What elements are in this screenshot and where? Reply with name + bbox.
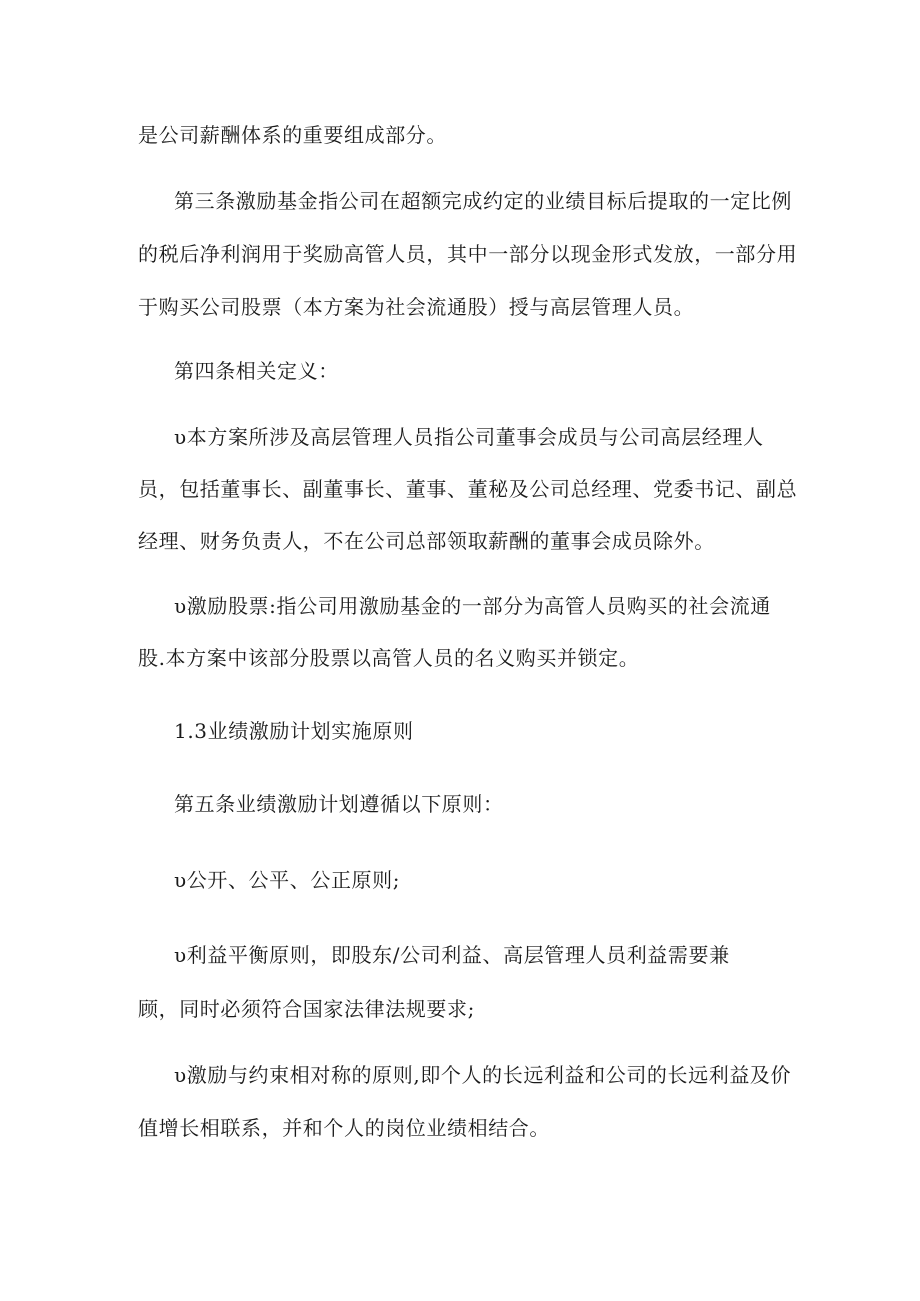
text-line-1: 是公司薪酬体系的重要组成部分。	[138, 123, 447, 147]
definition-1-line-3: 经理、财务负责人，不在公司总部领取薪酬的董事会成员除外。	[138, 529, 715, 553]
article-3-line-2: 的税后净利润用于奖励高管人员，其中一部分以现金形式发放，一部分用	[138, 242, 798, 266]
article-3-line-3: 于购买公司股票（本方案为社会流通股）授与高层管理人员。	[138, 295, 695, 319]
principle-3-line-2: 值增长相联系，并和个人的岗位业绩相结合。	[138, 1116, 550, 1140]
principle-2-line-1: υ利益平衡原则，即股东/公司利益、高层管理人员利益需要兼	[174, 943, 730, 967]
definition-2-line-2: 股.本方案中该部分股票以高管人员的名义购买并锁定。	[138, 646, 640, 670]
principle-3-line-1: υ激励与约束相对称的原则,即个人的长远利益和公司的长远利益及价	[174, 1063, 792, 1087]
article-4-heading: 第四条相关定义：	[174, 359, 339, 383]
principle-2-line-2: 顾，同时必须符合国家法律法规要求;	[138, 997, 475, 1021]
definition-1-line-1: υ本方案所涉及高层管理人员指公司董事会成员与公司高层经理人	[174, 425, 764, 449]
definition-1-line-2: 员，包括董事长、副董事长、董事、董秘及公司总经理、党委书记、副总	[138, 477, 798, 501]
section-heading-1-3: 1.3业绩激励计划实施原则	[174, 719, 414, 743]
principle-1: υ公开、公平、公正原则;	[174, 868, 401, 892]
definition-2-line-1: υ激励股票:指公司用激励基金的一部分为高管人员购买的社会流通	[174, 594, 771, 618]
article-5-heading: 第五条业绩激励计划遵循以下原则：	[174, 792, 504, 816]
article-3-line-1: 第三条激励基金指公司在超额完成约定的业绩目标后提取的一定比例	[174, 189, 792, 213]
